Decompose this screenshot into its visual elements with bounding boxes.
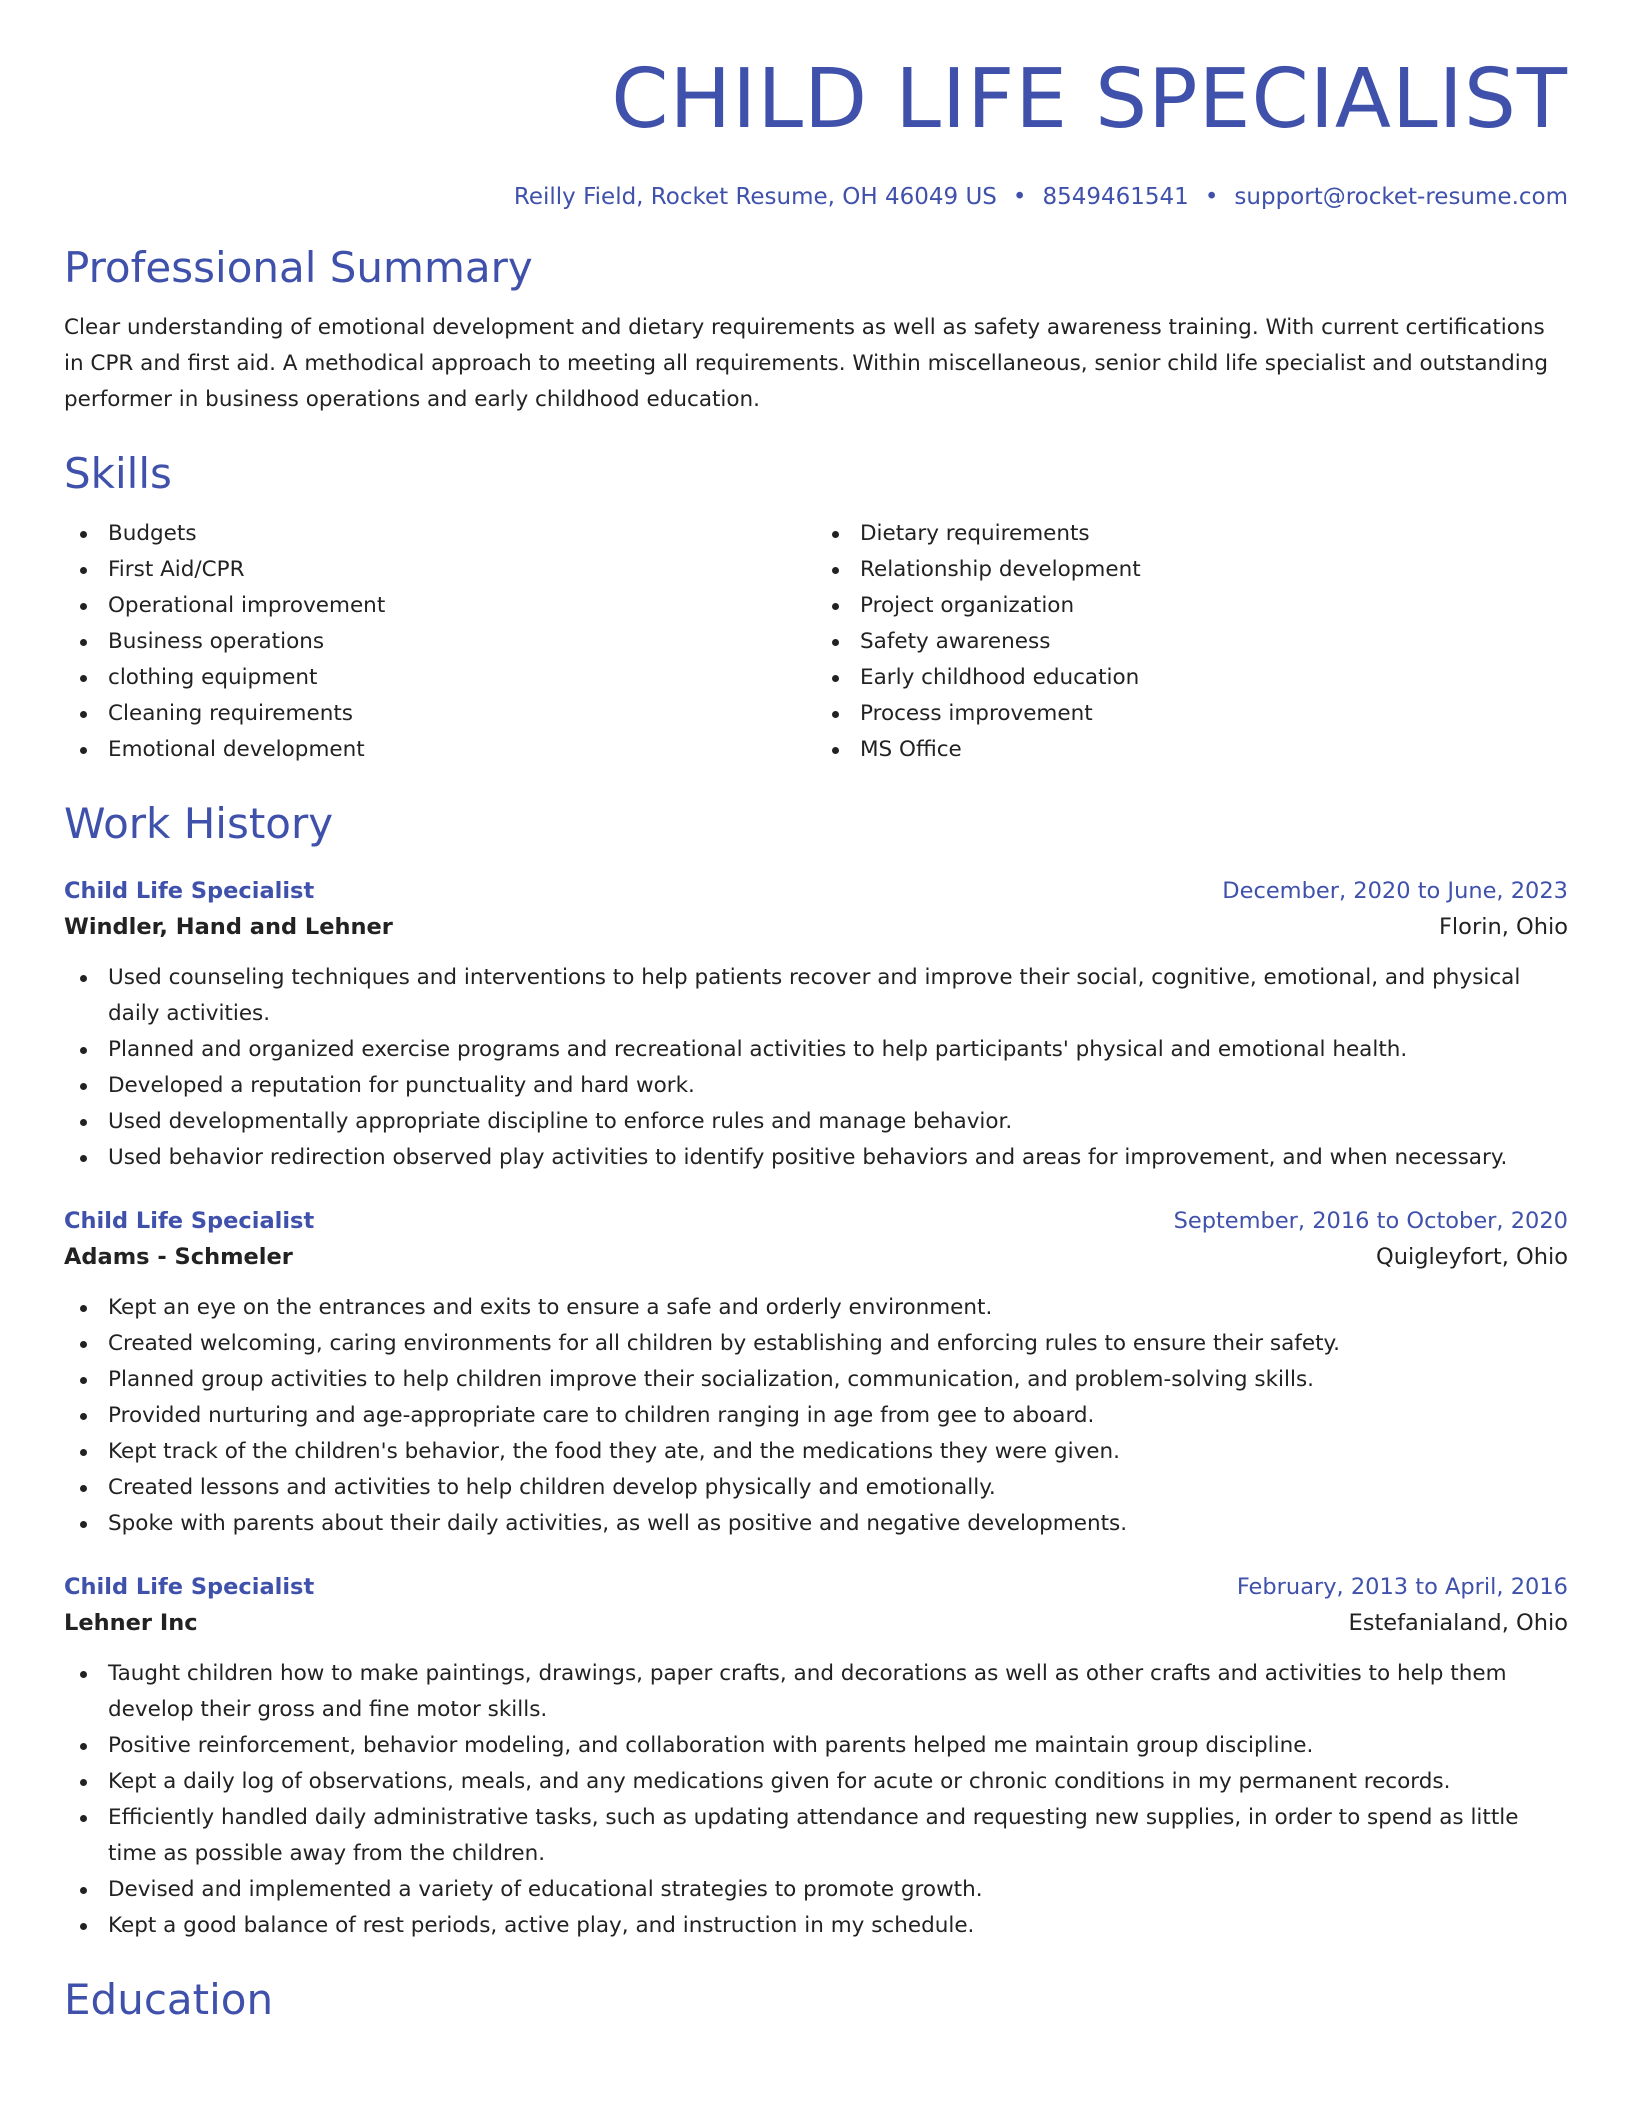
job-location: Estefanialand, Ohio (1348, 1610, 1568, 1636)
job-bullet: Used developmentally appropriate discipline to enforce rules and manage behavior. (64, 1104, 1568, 1140)
job-bullet: Planned group activities to help children improve their socialization, communication, and problem-solving skills. (64, 1362, 1568, 1398)
skills-column-left (64, 516, 816, 768)
summary-heading: Professional Summary (64, 243, 533, 292)
job-entry (64, 1204, 1568, 1542)
job-bullets (64, 960, 1568, 1176)
skill-item: First Aid/CPR (64, 552, 816, 588)
contact-separator: • (1012, 184, 1027, 210)
job-title-row (64, 1570, 1568, 1604)
summary-text: Clear understanding of emotional development and dietary requirements as well as safety awareness training. With current certifications in CPR and first aid. A methodical approach to meeting all requirements. Within miscellaneous, senior child life specialist and outstanding performer in business operations and early childhood education. (64, 315, 1549, 412)
job-bullet: Created welcoming, caring environments for all children by establishing and enforcing rules to ensure their safety. (64, 1326, 1568, 1362)
skill-item: Dietary requirements (816, 516, 1568, 552)
job-bullet: Efficiently handled daily administrative tasks, such as updating attendance and requesting new supplies, in order to spend as little time as possible away from the children. (64, 1800, 1568, 1872)
job-company: Lehner Inc (64, 1610, 198, 1636)
job-bullet: Kept track of the children's behavior, the food they ate, and the medications they were given. (64, 1434, 1568, 1470)
job-company-row (64, 908, 1568, 946)
job-title: Child Life Specialist (64, 1574, 315, 1600)
job-bullet: Kept an eye on the entrances and exits to ensure a safe and orderly environment. (64, 1290, 1568, 1326)
job-bullet: Used behavior redirection observed play activities to identify positive behaviors and areas for improvement, and when necessary. (64, 1140, 1568, 1176)
contact-line (64, 182, 1568, 212)
job-company: Adams - Schmeler (64, 1244, 293, 1270)
contact-separator: • (1204, 184, 1219, 210)
skill-item: Process improvement (816, 696, 1568, 732)
job-dates: December, 2020 to June, 2023 (1222, 878, 1568, 904)
job-bullet: Kept a daily log of observations, meals, and any medications given for acute or chronic conditions in my permanent records. (64, 1764, 1568, 1800)
contact-phone: 8549461541 (1042, 184, 1189, 210)
job-bullet: Provided nurturing and age-appropriate care to children ranging in age from gee to aboard. (64, 1398, 1568, 1434)
job-bullet: Created lessons and activities to help children develop physically and emotionally. (64, 1470, 1568, 1506)
resume-header (64, 52, 1568, 212)
job-entry (64, 874, 1568, 1176)
job-location: Florin, Ohio (1438, 914, 1568, 940)
skill-item: Project organization (816, 588, 1568, 624)
job-title: Child Life Specialist (64, 1208, 315, 1234)
skill-item: Operational improvement (64, 588, 816, 624)
skills-column-right (816, 516, 1568, 768)
job-dates: February, 2013 to April, 2016 (1236, 1574, 1568, 1600)
job-bullets (64, 1656, 1568, 1944)
job-bullet: Taught children how to make paintings, drawings, paper crafts, and decorations as well as other crafts and activities to help them develop their gross and fine motor skills. (64, 1656, 1568, 1728)
skill-item: Budgets (64, 516, 816, 552)
job-company-row (64, 1604, 1568, 1642)
job-bullet: Positive reinforcement, behavior modeling, and collaboration with parents helped me maintain group discipline. (64, 1728, 1568, 1764)
job-company-row (64, 1238, 1568, 1276)
contact-email: support@rocket-resume.com (1234, 184, 1568, 210)
job-bullet: Devised and implemented a variety of educational strategies to promote growth. (64, 1872, 1568, 1908)
skill-item: Emotional development (64, 732, 816, 768)
skill-item: Safety awareness (816, 624, 1568, 660)
skills-heading: Skills (64, 449, 172, 498)
job-dates: September, 2016 to October, 2020 (1173, 1208, 1568, 1234)
job-bullet: Kept a good balance of rest periods, active play, and instruction in my schedule. (64, 1908, 1568, 1944)
job-company: Windler, Hand and Lehner (64, 914, 393, 940)
job-entry (64, 1570, 1568, 1944)
job-bullet: Developed a reputation for punctuality and hard work. (64, 1068, 1568, 1104)
job-bullet: Spoke with parents about their daily activities, as well as positive and negative developments. (64, 1506, 1568, 1542)
skill-item: Early childhood education (816, 660, 1568, 696)
job-title: Child Life Specialist (64, 878, 315, 904)
skill-item: Business operations (64, 624, 816, 660)
job-title-row (64, 1204, 1568, 1238)
work-history-list (64, 874, 1568, 1944)
education-heading: Education (64, 1975, 274, 2024)
resume-name: CHILD LIFE SPECIALIST (611, 52, 1568, 147)
skill-item: MS Office (816, 732, 1568, 768)
work-history-heading: Work History (64, 799, 334, 848)
job-bullet: Used counseling techniques and interventions to help patients recover and improve their social, cognitive, emotional, and physical daily activities. (64, 960, 1568, 1032)
skill-item: Cleaning requirements (64, 696, 816, 732)
job-title-row (64, 874, 1568, 908)
job-bullets (64, 1290, 1568, 1542)
job-location: Quigleyfort, Ohio (1376, 1244, 1568, 1270)
skill-item: clothing equipment (64, 660, 816, 696)
skill-item: Relationship development (816, 552, 1568, 588)
skills-grid (64, 516, 1568, 768)
job-bullet: Planned and organized exercise programs and recreational activities to help participants' physical and emotional health. (64, 1032, 1568, 1068)
contact-address: Reilly Field, Rocket Resume, OH 46049 US (513, 184, 997, 210)
